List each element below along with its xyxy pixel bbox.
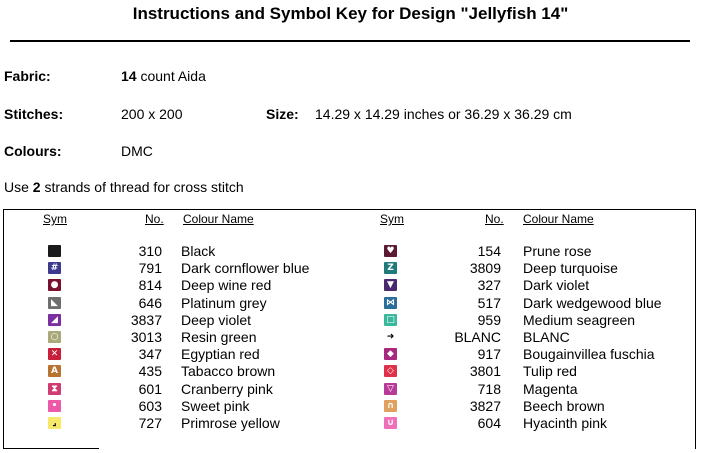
colour-name: Primrose yellow: [181, 415, 280, 431]
fabric-count: 14: [121, 68, 137, 84]
title-divider: [10, 40, 690, 42]
symbol-swatch: ♥: [384, 245, 397, 257]
symbol-swatch: #: [48, 262, 61, 274]
dmc-number: 959: [477, 311, 501, 328]
colour-name: Platinum grey: [181, 294, 267, 311]
dmc-number: 814: [138, 277, 162, 294]
symbol-swatch: ▽: [384, 383, 397, 395]
symbol-swatch: ✕: [48, 348, 61, 360]
colour-name: Prune rose: [523, 243, 592, 259]
page-title: Instructions and Symbol Key for Design "Jellyfish 14": [132, 4, 569, 23]
dmc-number: 791: [138, 260, 162, 277]
dmc-number: 601: [138, 380, 162, 397]
header-no-right: No.: [485, 212, 504, 226]
symbol-swatch: ▼: [384, 279, 397, 291]
size-value: 14.29 x 14.29 inches or 36.29 x 36.29 cm: [315, 106, 572, 122]
symbol-swatch: ●: [48, 279, 61, 291]
dmc-number: 327: [477, 277, 501, 294]
dmc-number: 646: [138, 294, 162, 311]
fabric-value: [121, 68, 206, 84]
dmc-number: 727: [138, 415, 162, 431]
symbol-swatch: •: [48, 400, 61, 412]
dmc-number: 718: [477, 380, 501, 397]
colours-value: DMC: [121, 143, 153, 159]
symbol-swatch: A: [48, 365, 61, 377]
colour-name: Sweet pink: [181, 397, 250, 414]
dmc-number: 917: [477, 346, 501, 363]
dmc-number: 604: [477, 415, 501, 431]
colour-name: Resin green: [181, 329, 257, 345]
dmc-number: 3013: [130, 329, 162, 345]
strands-count: 2: [32, 179, 41, 195]
symbol-swatch: ➜: [384, 331, 397, 343]
dmc-number: 347: [138, 346, 162, 363]
colour-name: Deep turquoise: [523, 260, 618, 277]
symbol-swatch: ◣: [48, 297, 61, 309]
symbol-swatch: ◇: [384, 365, 397, 377]
dmc-number: 154: [477, 243, 501, 259]
fabric-type: count Aida: [136, 68, 206, 84]
colour-name: Deep wine red: [181, 277, 272, 294]
symbol-swatch: ○: [48, 331, 61, 343]
strands-note-pre: Use: [4, 179, 33, 195]
table-bottom-rule: [3, 448, 99, 449]
colour-name: Egyptian red: [181, 346, 260, 363]
dmc-number: 3827: [469, 397, 501, 414]
colour-name: Dark wedgewood blue: [523, 294, 662, 311]
header-sym-right: Sym: [380, 212, 404, 226]
dmc-number: 3801: [469, 363, 501, 380]
dmc-number: BLANC: [454, 329, 501, 345]
colour-name: Magenta: [523, 380, 578, 397]
dmc-number: 3837: [130, 311, 162, 328]
stitches-label: Stitches:: [4, 106, 64, 122]
symbol-swatch: ◢: [48, 314, 61, 326]
symbol-swatch: ⌟: [48, 417, 61, 429]
symbol-swatch: □: [384, 314, 397, 326]
colour-name: Tulip red: [523, 363, 577, 380]
colour-name: Cranberry pink: [181, 380, 273, 397]
colour-name: Dark cornflower blue: [181, 260, 310, 277]
colour-name: Black: [181, 243, 216, 259]
dmc-number: 310: [138, 243, 162, 259]
symbol-swatch: [48, 245, 61, 257]
colour-name: Hyacinth pink: [523, 415, 608, 431]
strands-note: [4, 179, 244, 195]
colour-name: BLANC: [523, 329, 570, 345]
dmc-number: 3809: [469, 260, 501, 277]
symbol-swatch: ⧗: [48, 383, 61, 395]
dmc-number: 435: [138, 363, 162, 380]
colours-label: Colours:: [4, 143, 62, 159]
fabric-label: Fabric:: [4, 68, 51, 84]
symbol-swatch: ∪: [384, 417, 397, 429]
symbol-swatch: ∩: [384, 400, 397, 412]
dmc-number: 603: [138, 397, 162, 414]
symbol-swatch: ⋈: [386, 297, 395, 308]
strands-note-post: strands of thread for cross stitch: [40, 179, 244, 195]
symbol-swatch: Z: [384, 262, 397, 274]
colour-name: Beech brown: [523, 397, 605, 414]
header-sym-left: Sym: [43, 212, 67, 226]
size-label: Size:: [266, 106, 299, 122]
stitches-value: 200 x 200: [121, 106, 183, 122]
symbol-swatch: ◆: [384, 348, 397, 360]
header-no-left: No.: [145, 212, 164, 226]
colour-name: Tabacco brown: [181, 363, 276, 380]
colour-name: Deep violet: [181, 311, 252, 328]
colour-name: Dark violet: [523, 277, 590, 294]
colour-name: Medium seagreen: [523, 311, 636, 328]
header-name-right: Colour Name: [523, 212, 594, 226]
dmc-number: 517: [477, 294, 501, 311]
header-name-left: Colour Name: [183, 212, 254, 226]
colour-name: Bougainvillea fuschia: [523, 346, 655, 363]
